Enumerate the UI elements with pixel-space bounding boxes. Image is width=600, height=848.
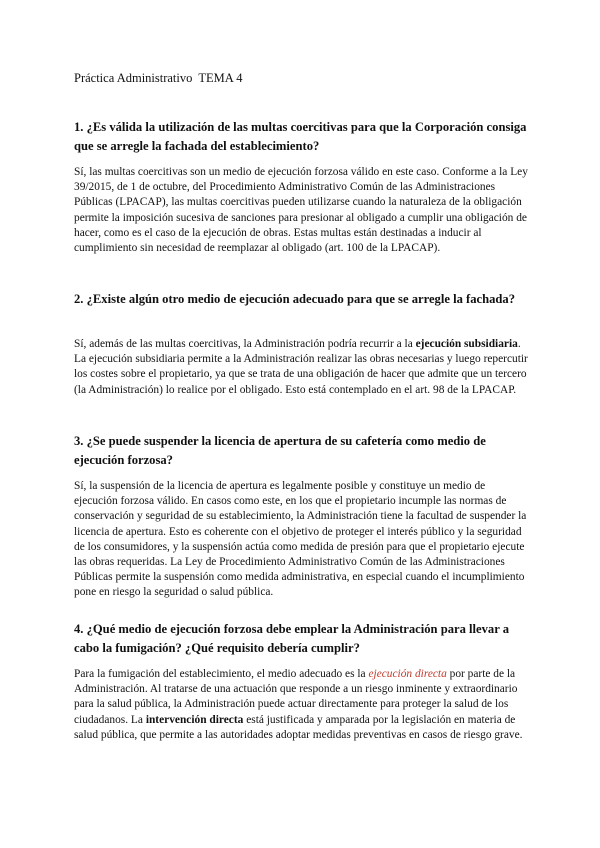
question-1-title: 1. ¿Es válida la utilización de las multas coercitivas para que la Corporación consiga que se arregle la fachada del establecimiento? (74, 120, 527, 153)
answer-2 (74, 337, 528, 398)
answer-2-bold-term: ejecución subsidiaria (415, 338, 518, 350)
answer-4 (74, 667, 528, 743)
subject-label: Práctica Administrativo (74, 71, 193, 85)
answer-2-text-b: . La ejecución subsidiaria permite a la Administración realizar las obras necesarias y luego repercutir los costes sobre el propietario, ya que se trata de una obligación de hacer que admite que un tercero (la Administración) lo realice por el obligado. Esto está contemplado en el art. 98 de la LPACAP. (74, 338, 528, 396)
answer-4-text-a: Para la fumigación del establecimiento, el medio adecuado es la (74, 668, 369, 680)
answer-3: Sí, la suspensión de la licencia de apertura es legalmente posible y constituye un medio de ejecución forzosa válido. En casos como este, en los que el propietario incumple las normas de conservación y seguridad de su establecimiento, la Administración tiene la facultad de suspender la licencia de apertura. Esto es coherente con el objetivo de proteger el interés público y la seguridad de los consumidores, y la suspensión actúa como medida de presión para que el propietario ejecute las obras requeridas. La Ley de Procedimiento Administrativo Común de las Administraciones Públicas permite la suspensión como medida administrativa, en especial cuando el incumplimiento pone en riesgo la seguridad o salud pública. (74, 480, 527, 599)
document-header (74, 70, 243, 86)
question-3-title: 3. ¿Se puede suspender la licencia de apertura de su cafetería como medio de ejecución forzosa? (74, 434, 486, 467)
answer-4-bold-term: intervención directa (145, 713, 244, 726)
answer-4-text-c: está justificada y amparada por la legislación en materia de salud pública, que permite a las autoridades adoptar medidas preventivas en casos de riesgo grave. (74, 713, 523, 741)
answer-1: Sí, las multas coercitivas son un medio de ejecución forzosa válido en este caso. Conforme a la Ley 39/2015, de 1 de octubre, del Procedimiento Administrativo Común de las Administraciones Públicas (LPACAP), las multas coercitivas pueden utilizarse cuando la naturaleza de la obligación permite la imposición sucesiva de sanciones para presionar al obligado a cumplir una obligación de hacer, como es el caso de la ejecución de obras. Estas multas están destinadas a inducir al cumplimiento sin necesidad de reemplazar al obligado (art. 100 de la LPACAP). (74, 166, 528, 255)
question-4-title: 4. ¿Qué medio de ejecución forzosa debe emplear la Administración para llevar a cabo la fumigación? ¿Qué requisito debería cumplir? (74, 622, 510, 655)
answer-4-text-b: por parte de la Administración. Al tratarse de una actuación que responde a un riesgo inminente y extraordinario para la salud pública, la Administración puede actuar directamente para proteger la salud de los ciudadanos. La (74, 668, 518, 726)
answer-2-text-a: Sí, además de las multas coercitivas, la Administración podría recurrir a la (74, 338, 416, 350)
tema-label: TEMA 4 (198, 71, 243, 85)
answer-4-red-term: ejecución directa (368, 668, 447, 680)
question-2-title: 2. ¿Existe algún otro medio de ejecución adecuado para que se arregle la fachada? (74, 292, 515, 306)
